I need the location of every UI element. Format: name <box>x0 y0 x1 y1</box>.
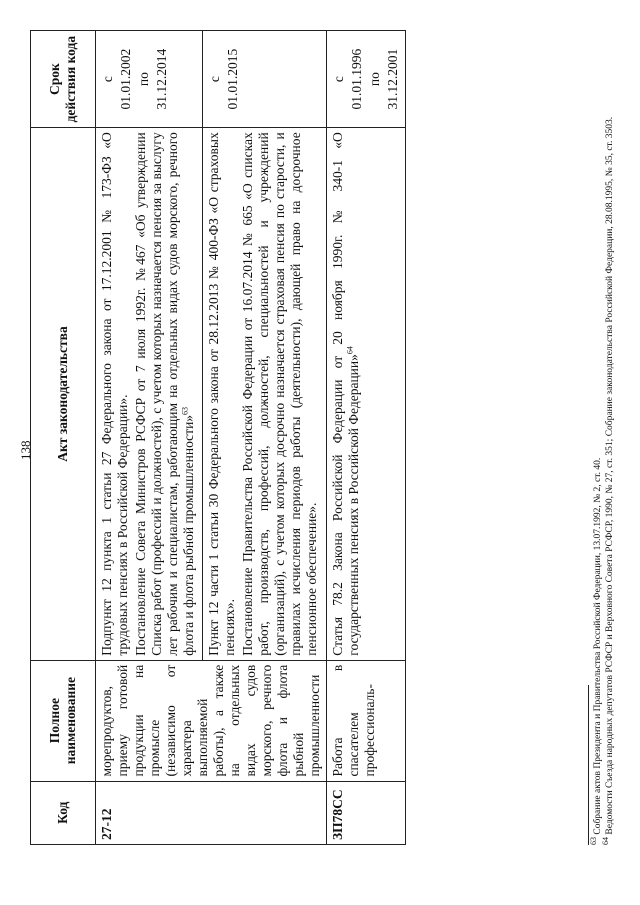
header-name: Полное наименование <box>31 660 96 781</box>
footnote: $^{63}$ Собрание актов Президента и Правительства Российской Федерации, 13.07.1992, № 2, ст. 40. <box>588 457 603 845</box>
footnote-ref: 63 <box>180 406 190 415</box>
term-cell: с 01.01.1996 по 31.12.2001 <box>327 31 406 128</box>
act-paragraph: Постановление Правительства Российской Федерации от 16.07.2014 № 665 «О списках работ, производств, профессий, должностей, специальностей и учреждений (организаций), с учетом которых досрочно назначается страховая пенсия по старости, и правилах исчисления периодов работы (деятельности), дающей право на досрочное пенсионное обеспечение». <box>240 132 320 656</box>
table-row <box>327 31 406 845</box>
act-cell <box>327 128 406 660</box>
header-act: Акт законодательства <box>31 128 96 660</box>
footnote-ref: 64 <box>345 346 355 355</box>
header-code: Код <box>31 781 96 844</box>
table-row <box>96 31 203 845</box>
code-cell: ЗП78СС <box>327 781 406 844</box>
footnote-divider <box>588 685 589 845</box>
act-paragraph: Статья 78.2 Закона Российской Федерации от 20 ноября 1990г. № 340-1 «О государственных пенсиях в Российской Федерации»$^{64}$ <box>330 132 361 656</box>
code-cell: 27-12 <box>96 781 327 844</box>
full-name-cell: морепродуктов, приему готовой продукции на промысле (независимо от характера выполняемой работы), а также на отдельных видах судов морского, речного флота и флота рыбной промышленности <box>96 660 327 781</box>
footnote: $^{64}$ Ведомости Съезда народных депутатов РСФСР и Верховного Совета РСФСР, 1990, № 27, ст. 351; Собрание законодательства Российской Федерации, 28.08.1995, № 35, ст. 3503. <box>600 116 615 845</box>
term-cell: с 01.01.2015 <box>203 31 327 128</box>
act-paragraph: Пункт 12 части 1 статьи 30 Федерального закона от 28.12.2013 № 400-ФЗ «О страховых пенсиях». <box>206 132 238 656</box>
act-cell <box>203 128 327 660</box>
term-cell: с 01.01.2002 по 31.12.2014 <box>96 31 203 128</box>
footnotes <box>588 30 616 845</box>
page-number: 138 <box>18 440 33 460</box>
table-header-row <box>31 31 96 845</box>
act-cell <box>96 128 203 660</box>
header-term: Срок действия кода <box>31 31 96 128</box>
act-paragraph: Постановление Совета Министров РСФСР от 7 июля 1992г. №467 «Об утверждении Списка работ (профессий и должностей), с учетом которых назначается пенсия за выслугу лет рабочим и специалистам, работающим на отдельных видах судов морского, речного флота и флота рыбной промышленности»$^{63}$ <box>133 132 196 656</box>
full-name-cell: Работа в спасателем профессиональ- <box>327 660 406 781</box>
act-paragraph: Подпункт 12 пункта 1 статьи 27 Федерального закона от 17.12.2001 № 173-ФЗ «О трудовых пенсиях в Российской Федерации». <box>99 132 130 656</box>
legislation-table <box>30 30 406 845</box>
